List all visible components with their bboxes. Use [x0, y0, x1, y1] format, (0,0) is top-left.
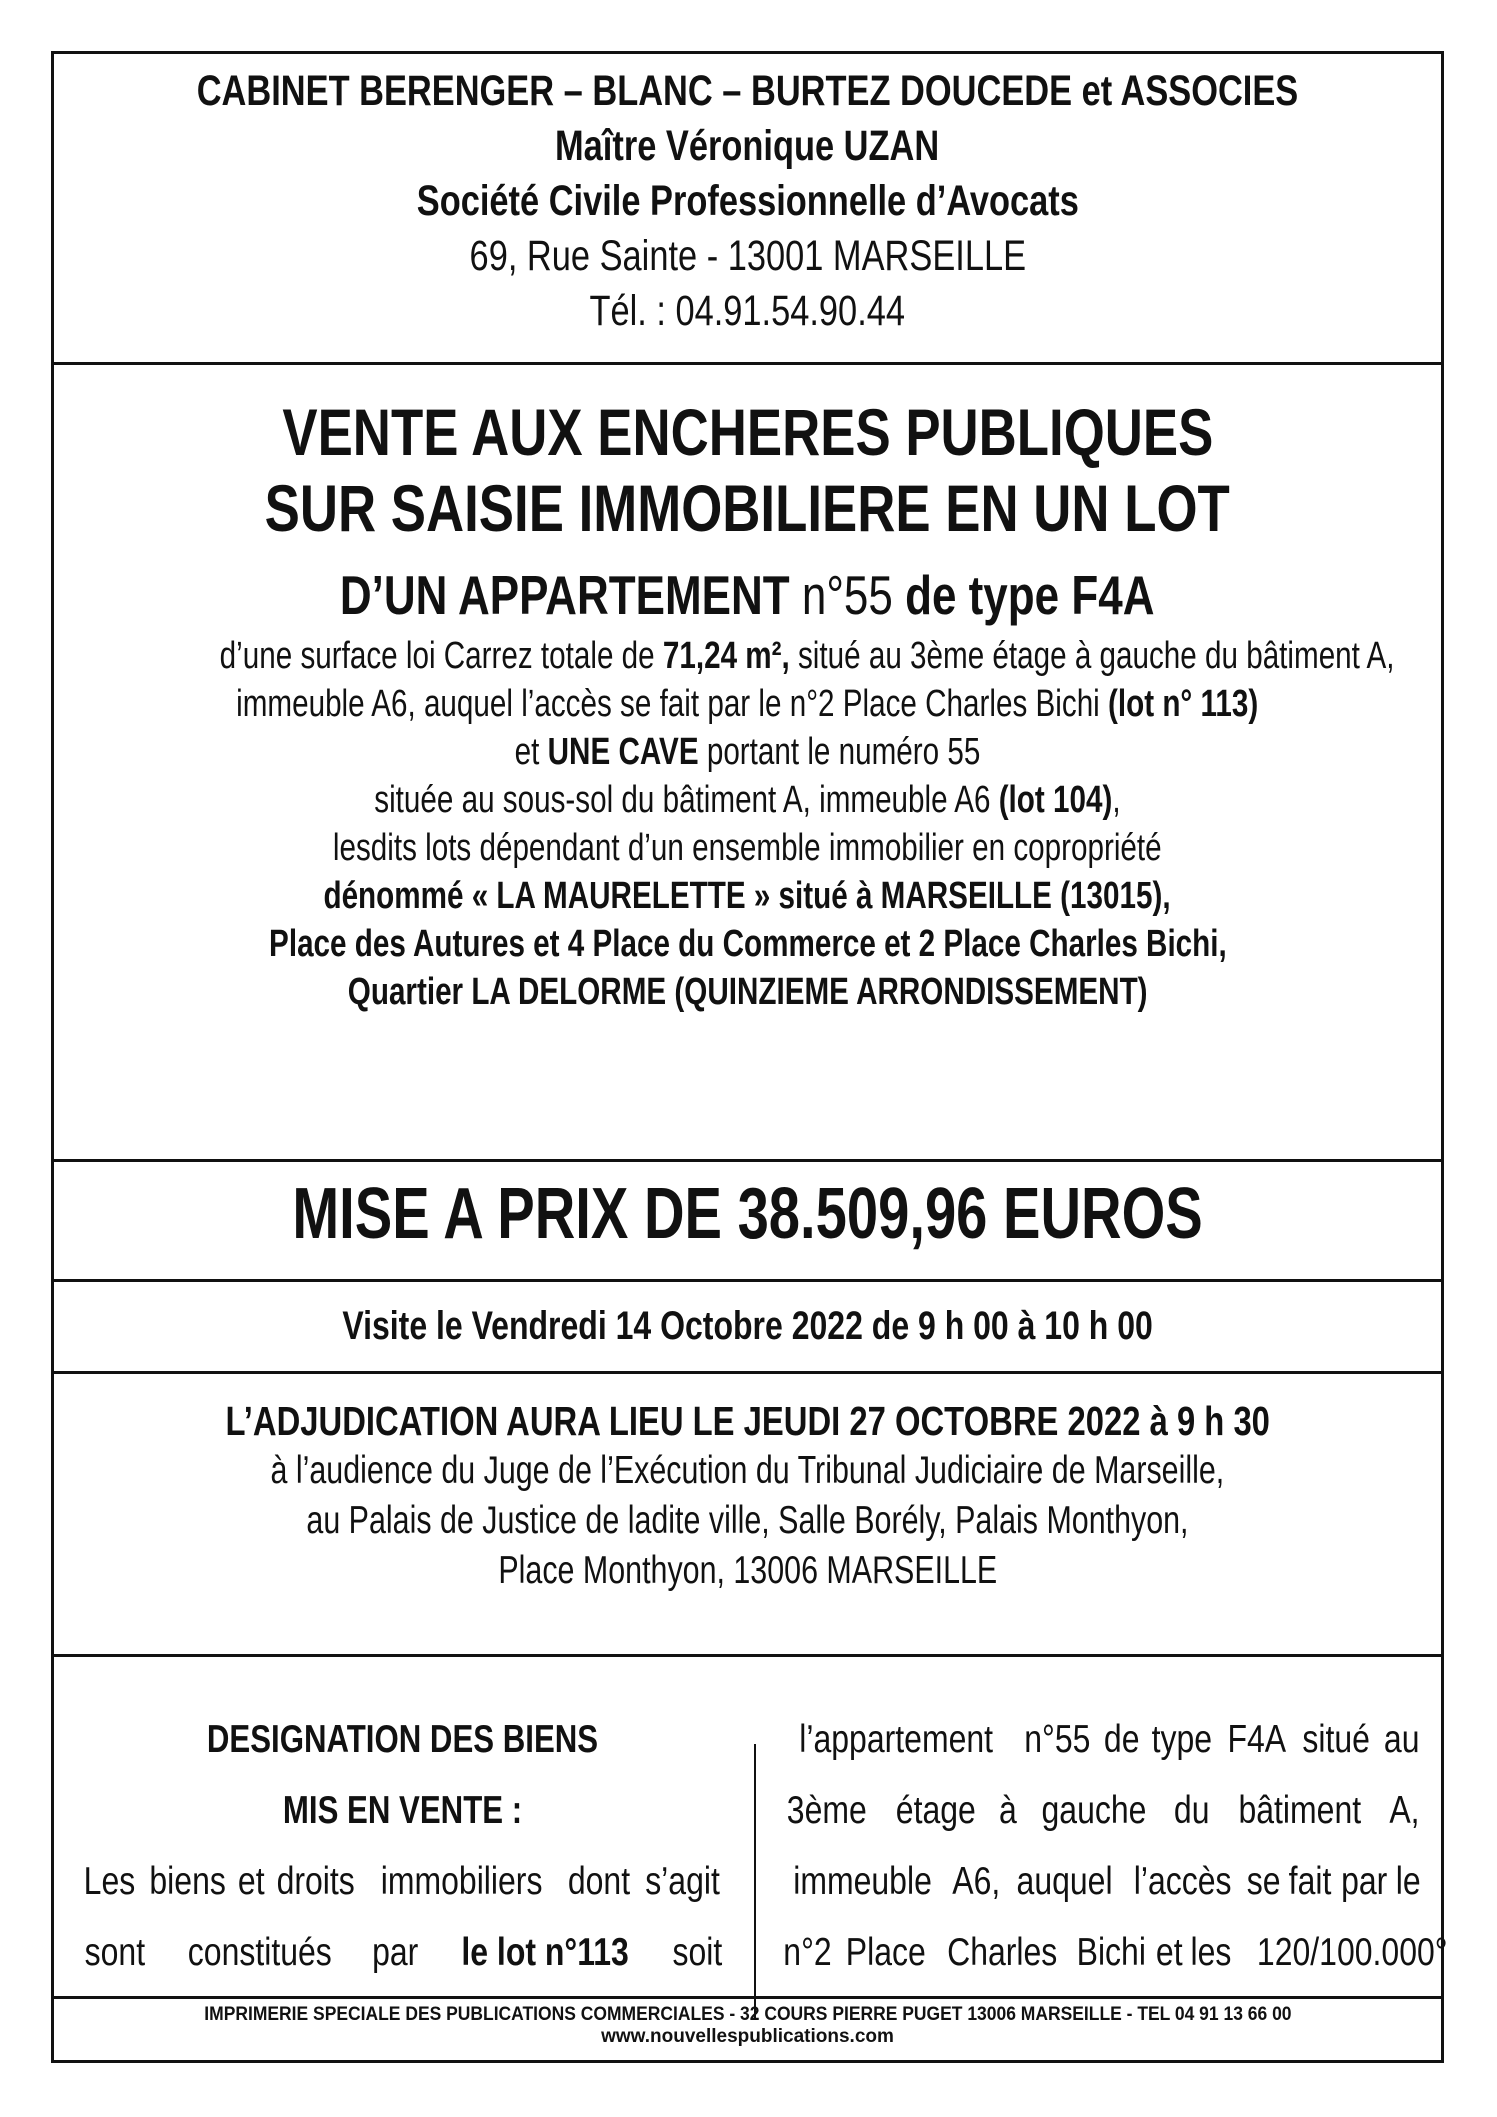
designation-word: type [1151, 1718, 1213, 1761]
designation-word: constitués [187, 1931, 332, 1974]
divider [54, 1371, 1441, 1374]
printer-footer [54, 2004, 1441, 2048]
designation-word: Les [83, 1860, 136, 1903]
visit-date: Visite le Vendredi 14 Octobre 2022 de 9 h 00 à 10 h 00 [342, 1304, 1153, 1348]
designation-right-line1 [778, 1704, 1423, 1775]
lot-104: (lot 104) [998, 779, 1113, 821]
adjudication-line1: à l’audience du Juge de l’Exécution du Tribunal Judiciaire de Marseille, [270, 1449, 1225, 1492]
designation-word: n°55 [1023, 1718, 1090, 1761]
designation-word: 120/100.000° [1256, 1931, 1448, 1974]
designation-word: gauche [1041, 1789, 1147, 1832]
society-type: Société Civile Professionnelle d’Avocats [416, 177, 1079, 225]
designation-word: Place [845, 1931, 926, 1974]
designation-word: par [372, 1931, 419, 1974]
lawyer-name: Maître Véronique UZAN [555, 122, 940, 170]
designation-word: situé [1302, 1718, 1370, 1761]
designation-word: soit [672, 1931, 723, 1974]
residence-quarter: Quartier LA DELORME (QUINZIEME ARRONDISSEMENT) [347, 971, 1148, 1013]
designation-word: 3ème [786, 1789, 867, 1832]
visit-section [54, 1302, 1441, 1350]
divider [54, 362, 1441, 365]
printer-website: www.nouvellespublications.com [601, 2026, 894, 2047]
desc-line4-a: située au sous-sol du bâtiment A, immeuble A6 [374, 779, 999, 821]
designation-word: bâtiment [1238, 1789, 1361, 1832]
designation-word: immobiliers [380, 1860, 543, 1903]
residence-name: dénommé « LA MAURELETTE » situé à MARSEILLE (13015), [323, 875, 1172, 917]
designation-word: de [1103, 1718, 1140, 1761]
column-divider [754, 1744, 756, 2019]
sale-title-line1: VENTE AUX ENCHERES PUBLIQUES [281, 395, 1213, 469]
designation-word: immeuble [793, 1860, 932, 1903]
designation-word: sont [84, 1931, 146, 1974]
surface-value: 71,24 m², [662, 635, 790, 677]
designation-word: droits [276, 1860, 355, 1903]
designation-word: se [1246, 1860, 1281, 1903]
designation-word: à [998, 1789, 1017, 1832]
desc-line3-a: et [514, 731, 548, 773]
adjudication-date: L’ADJUDICATION AURA LIEU LE JEUDI 27 OCTOBRE 2022 à 9 h 30 [225, 1398, 1270, 1444]
firm-header [54, 64, 1441, 339]
designation-word: biens [149, 1860, 227, 1903]
designation-heading2: MIS EN VENTE : [283, 1789, 523, 1832]
designation-right-line4 [778, 1917, 1448, 1988]
subtitle-number: n°55 [789, 564, 906, 626]
price-section [54, 1174, 1441, 1254]
designation-word: s’agit [645, 1860, 720, 1903]
subtitle-appartement: D’UN APPARTEMENT [340, 564, 790, 626]
desc-line4-c: , [1112, 779, 1121, 821]
lot-113: (lot n° 113) [1108, 683, 1259, 725]
designation-left-column [78, 1704, 728, 1988]
desc-line2-a: immeuble A6, auquel l’accès se fait par le n°2 Place Charles Bichi [236, 683, 1109, 725]
designation-word: n°2 [783, 1931, 832, 1974]
designation-word: le [1395, 1860, 1421, 1903]
designation-heading1: DESIGNATION DES BIENS [207, 1718, 599, 1761]
starting-price: MISE A PRIX DE 38.509,96 EUROS [292, 1174, 1203, 1254]
divider [54, 1996, 1441, 1999]
residence-address: Place des Autures et 4 Place du Commerce et 2 Place Charles Bichi, [268, 923, 1227, 965]
designation-text-line1 [78, 1846, 728, 1917]
divider [54, 1159, 1441, 1162]
designation-word: et [1156, 1931, 1184, 1974]
desc-line5: lesdits lots dépendant d’un ensemble immobilier en copropriété [333, 827, 1162, 869]
designation-word: F4A [1227, 1718, 1287, 1761]
divider [54, 1279, 1441, 1282]
designation-word: les [1190, 1931, 1232, 1974]
notice-frame [51, 51, 1448, 2063]
designation-word: dont [567, 1860, 630, 1903]
adjudication-line3: Place Monthyon, 13006 MARSEILLE [498, 1549, 997, 1592]
cave-label: UNE CAVE [547, 731, 699, 773]
designation-right-line2 [778, 1775, 1423, 1846]
firm-address: 69, Rue Sainte - 13001 MARSEILLE [469, 232, 1026, 280]
designation-word: Bichi [1076, 1931, 1146, 1974]
printer-info: IMPRIMERIE SPECIALE DES PUBLICATIONS COMMERCIALES - 32 COURS PIERRE PUGET 13006 MARSEILLE - TEL 04 91 13 66 00 [203, 2004, 1292, 2025]
divider [54, 1654, 1441, 1657]
designation-word: au [1383, 1718, 1420, 1761]
desc-line1-a: d’une surface loi Carrez totale de [219, 635, 663, 677]
designation-word: le lot n°113 [461, 1931, 630, 1974]
adjudication-section [54, 1396, 1441, 1596]
designation-right-column [778, 1704, 1448, 1988]
designation-word: Charles [946, 1931, 1057, 1974]
designation-word: et [237, 1860, 265, 1903]
designation-word: du [1173, 1789, 1210, 1832]
firm-phone: Tél. : 04.91.54.90.44 [589, 287, 906, 335]
designation-word: l’appartement [799, 1718, 994, 1761]
designation-word: auquel [1016, 1860, 1113, 1903]
desc-line1-c: situé au 3ème étage à gauche du bâtiment A, [789, 635, 1395, 677]
designation-word: étage [896, 1789, 977, 1832]
designation-word: l’accès [1133, 1860, 1232, 1903]
firm-name: CABINET BERENGER – BLANC – BURTEZ DOUCEDE et ASSOCIES [196, 67, 1299, 115]
designation-word: fait [1288, 1860, 1332, 1903]
sale-title-line2: SUR SAISIE IMMOBILIERE EN UN LOT [264, 471, 1231, 545]
designation-word: A6, [952, 1860, 1001, 1903]
designation-word: A, [1389, 1789, 1420, 1832]
sale-description [54, 394, 1441, 1016]
desc-line3-c: portant le numéro 55 [698, 731, 981, 773]
designation-text-line2 [78, 1917, 728, 1988]
adjudication-line2: au Palais de Justice de ladite ville, Salle Borély, Palais Monthyon, [306, 1499, 1189, 1542]
designation-right-line3 [778, 1846, 1423, 1917]
subtitle-type: de type F4A [905, 564, 1155, 626]
designation-word: par [1341, 1860, 1388, 1903]
